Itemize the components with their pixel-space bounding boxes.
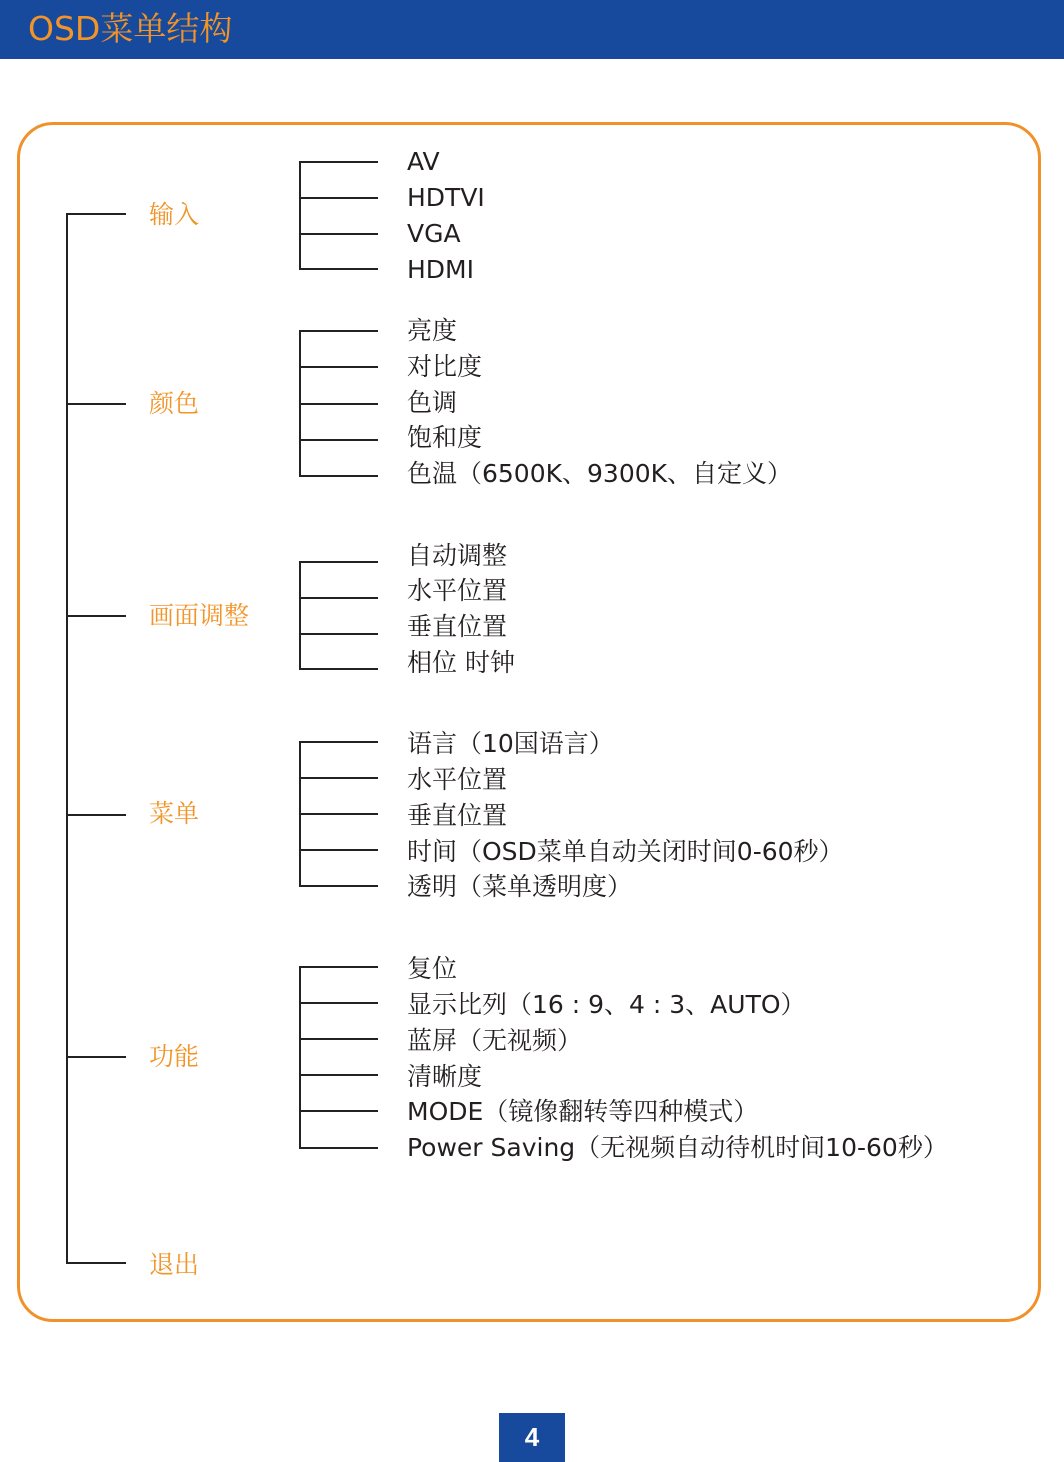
page-title: OSD菜单结构 [28,9,233,48]
menu-item: VGA [407,219,461,248]
menu-item: 饱和度 [407,423,483,452]
item-connector [299,561,378,563]
menu-item: 色温（6500K、9300K、自定义） [407,459,793,488]
category-exit: 退出 [149,1250,200,1279]
item-connector [299,1074,378,1076]
group-bracket-line [299,561,301,669]
menu-item: 色调 [407,388,458,417]
item-connector [299,668,378,670]
item-connector [299,597,378,599]
item-connector [299,849,378,851]
item-connector [299,1147,378,1149]
item-connector [299,1002,378,1004]
menu-item: 水平位置 [407,765,508,794]
category-connector [66,615,126,617]
group-bracket-line [299,161,301,269]
menu-item: 相位 时钟 [407,648,515,677]
menu-item: 语言（10国语言） [407,729,614,758]
menu-item: 垂直位置 [407,801,508,830]
category-connector [66,1262,126,1264]
item-connector [299,366,378,368]
category-color: 颜色 [149,389,200,418]
category-connector [66,1056,126,1058]
category-input: 输入 [149,200,200,229]
menu-item: 水平位置 [407,576,508,605]
item-connector [299,268,378,270]
item-connector [299,403,378,405]
category-picture-adjust: 画面调整 [149,601,250,630]
item-connector [299,777,378,779]
menu-item: AV [407,147,440,176]
menu-item: 对比度 [407,352,483,381]
category-connector [66,814,126,816]
menu-item: 亮度 [407,316,458,345]
menu-item: MODE（镜像翻转等四种模式） [407,1097,759,1126]
item-connector [299,1110,378,1112]
page-number-badge: 4 [499,1413,565,1462]
menu-item: 自动调整 [407,541,508,570]
category-connector [66,403,126,405]
item-connector [299,197,378,199]
menu-item: 复位 [407,954,458,983]
item-connector [299,813,378,815]
menu-item: 垂直位置 [407,612,508,641]
menu-item: 显示比列（16 : 9、4 : 3、AUTO） [407,990,806,1019]
item-connector [299,161,378,163]
item-connector [299,966,378,968]
menu-item: 蓝屏（无视频） [407,1026,583,1055]
item-connector [299,475,378,477]
item-connector [299,330,378,332]
menu-item: HDMI [407,255,474,284]
item-connector [299,633,378,635]
menu-item: HDTVI [407,183,485,212]
tree-spine-line [66,213,68,1263]
menu-item: 透明（菜单透明度） [407,872,633,901]
item-connector [299,1038,378,1040]
group-bracket-line [299,966,301,1148]
header-bar [0,0,1064,59]
item-connector [299,741,378,743]
item-connector [299,439,378,441]
menu-item: 清晰度 [407,1062,483,1091]
menu-item: Power Saving（无视频自动待机时间10-60秒） [407,1133,948,1162]
category-menu: 菜单 [149,799,200,828]
category-function: 功能 [149,1042,200,1071]
item-connector [299,233,378,235]
item-connector [299,885,378,887]
category-connector [66,213,126,215]
menu-item: 时间（OSD菜单自动关闭时间0-60秒） [407,837,844,866]
